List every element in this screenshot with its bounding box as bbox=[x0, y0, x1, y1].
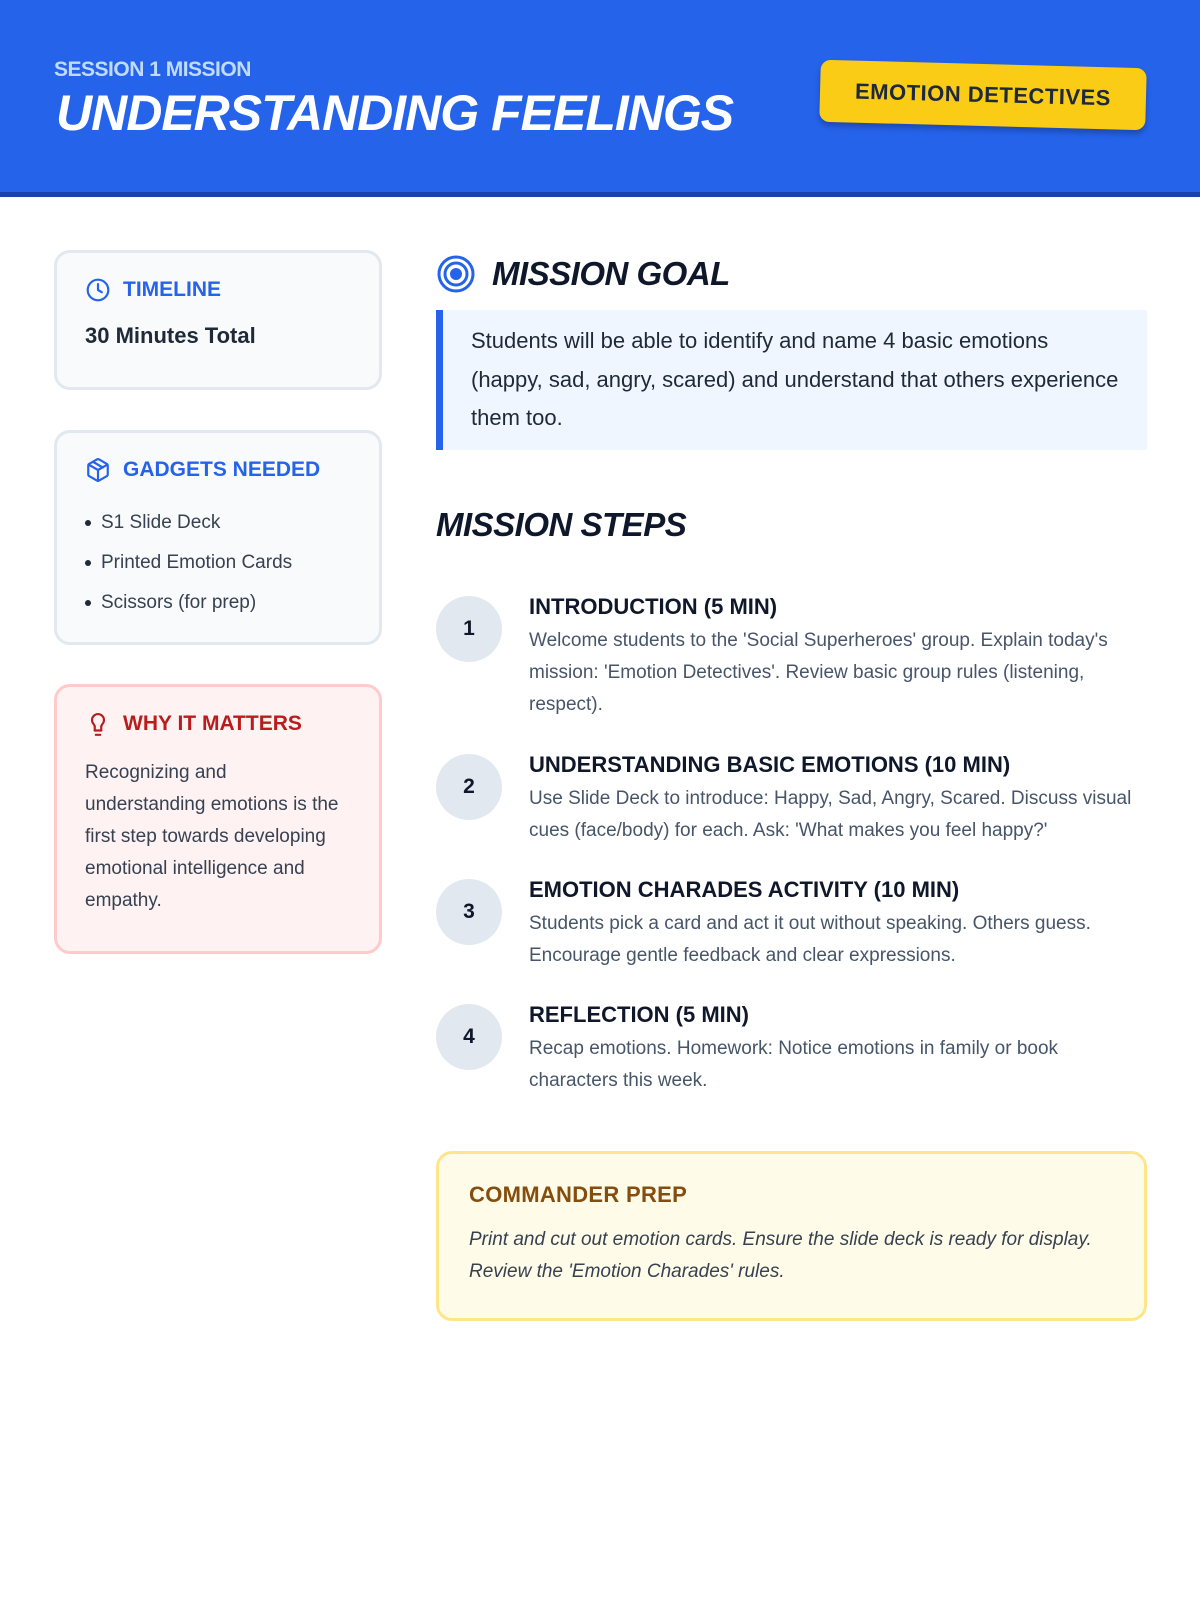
gadgets-card bbox=[54, 430, 382, 645]
why-text: Recognizing and understanding emotions is the first step towards developing emotional intelligence and empathy. bbox=[85, 762, 339, 911]
commander-prep-title: COMMANDER PREP bbox=[469, 1182, 688, 1207]
step-body bbox=[529, 594, 1147, 721]
step-description: Welcome students to the 'Social Superheroes' group. Explain today's mission: 'Emotion Detectives'. Review basic group rules (listening, respect). bbox=[529, 630, 1108, 715]
commander-prep-box bbox=[436, 1151, 1147, 1321]
gadget-item-label: Scissors (for prep) bbox=[101, 592, 257, 613]
gadgets-card-header bbox=[85, 457, 351, 483]
gadget-list bbox=[85, 503, 351, 623]
step-number-badge: 2 bbox=[436, 754, 502, 820]
mission-steps-title: MISSION STEPS bbox=[436, 506, 687, 543]
step-title: UNDERSTANDING BASIC EMOTIONS (10 MIN) bbox=[529, 752, 1011, 777]
timeline-label: TIMELINE bbox=[123, 278, 221, 301]
timeline-value: 30 Minutes Total bbox=[85, 323, 256, 348]
mission-goal-title: MISSION GOAL bbox=[492, 255, 730, 292]
commander-prep-text: Print and cut out emotion cards. Ensure the slide deck is ready for display. Review the 'Emotion Charades' rules. bbox=[469, 1229, 1092, 1282]
step-body bbox=[529, 877, 1147, 972]
step-body bbox=[529, 752, 1147, 847]
clock-icon bbox=[85, 277, 111, 303]
mission-goal-text: Students will be able to identify and name 4 basic emotions (happy, sad, angry, scared) and understand that others experience them too. bbox=[471, 328, 1119, 430]
step-body bbox=[529, 1002, 1147, 1097]
bullet-icon bbox=[85, 560, 91, 566]
list-item bbox=[85, 543, 351, 583]
page-title: UNDERSTANDING FEELINGS bbox=[56, 85, 734, 141]
step-number-badge: 1 bbox=[436, 596, 502, 662]
gadgets-label: GADGETS NEEDED bbox=[123, 458, 321, 481]
why-label: WHY IT MATTERS bbox=[123, 712, 302, 735]
cube-icon bbox=[85, 457, 111, 483]
session-label: SESSION 1 MISSION bbox=[54, 58, 251, 81]
mission-goal-header bbox=[436, 254, 730, 294]
step-description: Use Slide Deck to introduce: Happy, Sad, Angry, Scared. Discuss visual cues (face/body) for each. Ask: 'What makes you feel happy?' bbox=[529, 788, 1132, 841]
target-icon bbox=[436, 254, 476, 294]
timeline-card-header bbox=[85, 277, 351, 303]
step-number-badge: 4 bbox=[436, 1004, 502, 1070]
step-number-badge: 3 bbox=[436, 879, 502, 945]
step-description: Recap emotions. Homework: Notice emotions in family or book characters this week. bbox=[529, 1038, 1059, 1091]
step-title: EMOTION CHARADES ACTIVITY (10 MIN) bbox=[529, 877, 960, 902]
step-title: INTRODUCTION (5 MIN) bbox=[529, 594, 778, 619]
mission-goal-box bbox=[436, 310, 1147, 450]
theme-badge: EMOTION DETECTIVES bbox=[819, 60, 1147, 131]
page-header bbox=[0, 0, 1200, 197]
step-title: REFLECTION (5 MIN) bbox=[529, 1002, 749, 1027]
bullet-icon bbox=[85, 600, 91, 606]
list-item bbox=[85, 503, 351, 543]
gadget-item-label: S1 Slide Deck bbox=[101, 512, 221, 533]
step-description: Students pick a card and act it out without speaking. Others guess. Encourage gentle feedback and clear expressions. bbox=[529, 913, 1091, 966]
lightbulb-icon bbox=[85, 711, 111, 737]
why-card-header bbox=[85, 711, 351, 737]
list-item bbox=[85, 583, 351, 623]
timeline-card bbox=[54, 250, 382, 390]
bullet-icon bbox=[85, 520, 91, 526]
gadget-item-label: Printed Emotion Cards bbox=[101, 552, 293, 573]
why-it-matters-card bbox=[54, 684, 382, 954]
